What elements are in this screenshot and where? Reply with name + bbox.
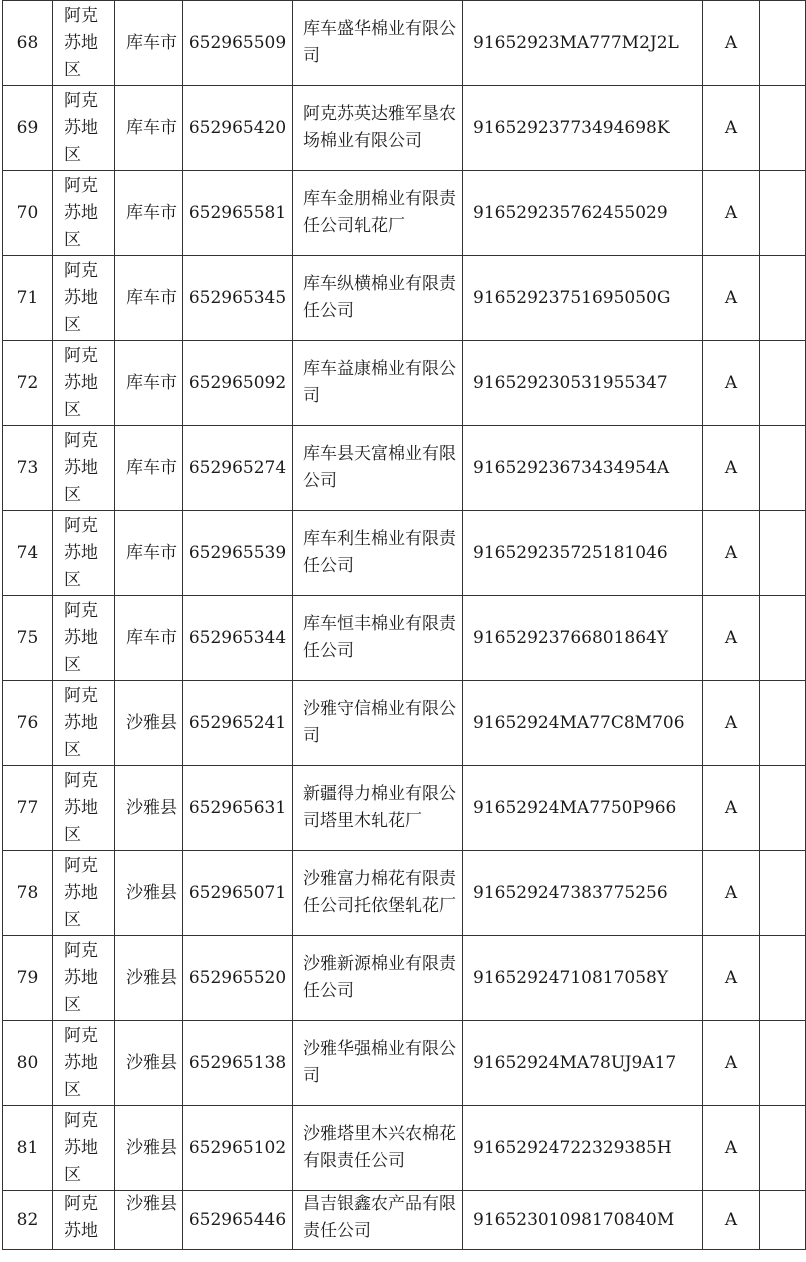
enterprise-code-cell: 652965420 [183, 86, 293, 171]
company-name-cell: 沙雅华强棉业有限公司 [293, 1021, 463, 1106]
grade-cell: A [703, 86, 760, 171]
company-name-cell: 库车恒丰棉业有限责任公司 [293, 596, 463, 681]
note-cell [760, 766, 806, 851]
region-cell: 阿克苏地区 [53, 86, 115, 171]
enterprise-code-cell: 652965446 [183, 1191, 293, 1250]
city-cell: 沙雅县 [115, 1191, 183, 1250]
city-cell: 沙雅县 [115, 1021, 183, 1106]
region-cell: 阿克苏地区 [53, 681, 115, 766]
table-row [3, 936, 806, 1021]
row-number: 82 [3, 1191, 53, 1250]
table-row [3, 426, 806, 511]
row-number: 78 [3, 851, 53, 936]
enterprise-code-cell: 652965509 [183, 1, 293, 86]
region-cell: 阿克苏地区 [53, 851, 115, 936]
region-cell: 阿克苏地区 [53, 426, 115, 511]
region-cell: 阿克苏地区 [53, 766, 115, 851]
table-row [3, 86, 806, 171]
enterprise-code-cell: 652965581 [183, 171, 293, 256]
company-name-cell: 库车纵横棉业有限责任公司 [293, 256, 463, 341]
note-cell [760, 511, 806, 596]
table-row [3, 851, 806, 936]
table-row [3, 341, 806, 426]
table-row [3, 171, 806, 256]
table-body [3, 1, 806, 1250]
row-number: 71 [3, 256, 53, 341]
table-row [3, 1106, 806, 1191]
table-row [3, 511, 806, 596]
table-row [3, 1021, 806, 1106]
region-cell: 阿克苏地 [53, 1191, 115, 1250]
enterprise-code-cell: 652965539 [183, 511, 293, 596]
company-name-cell: 沙雅守信棉业有限公司 [293, 681, 463, 766]
grade-cell: A [703, 1106, 760, 1191]
enterprise-code-cell: 652965631 [183, 766, 293, 851]
row-number: 73 [3, 426, 53, 511]
company-name-cell: 沙雅塔里木兴农棉花有限责任公司 [293, 1106, 463, 1191]
row-number: 75 [3, 596, 53, 681]
table-row [3, 681, 806, 766]
grade-cell: A [703, 851, 760, 936]
enterprise-code-cell: 652965138 [183, 1021, 293, 1106]
note-cell [760, 1021, 806, 1106]
note-cell [760, 171, 806, 256]
row-number: 72 [3, 341, 53, 426]
region-cell: 阿克苏地区 [53, 1, 115, 86]
company-name-cell: 库车县天富棉业有限公司 [293, 426, 463, 511]
enterprise-code-cell: 652965241 [183, 681, 293, 766]
enterprise-table [2, 0, 806, 1250]
note-cell [760, 256, 806, 341]
enterprise-code-cell: 652965520 [183, 936, 293, 1021]
city-cell: 库车市 [115, 596, 183, 681]
region-cell: 阿克苏地区 [53, 936, 115, 1021]
table-row [3, 1, 806, 86]
company-name-cell: 阿克苏英达雅军垦农场棉业有限公司 [293, 86, 463, 171]
table-row [3, 256, 806, 341]
note-cell [760, 1, 806, 86]
note-cell [760, 936, 806, 1021]
note-cell [760, 851, 806, 936]
company-name-cell: 沙雅新源棉业有限责任公司 [293, 936, 463, 1021]
note-cell [760, 426, 806, 511]
region-cell: 阿克苏地区 [53, 1106, 115, 1191]
row-number: 80 [3, 1021, 53, 1106]
city-cell: 沙雅县 [115, 851, 183, 936]
enterprise-code-cell: 652965274 [183, 426, 293, 511]
note-cell [760, 596, 806, 681]
grade-cell: A [703, 171, 760, 256]
row-number: 76 [3, 681, 53, 766]
note-cell [760, 1191, 806, 1250]
company-name-cell: 沙雅富力棉花有限责任公司托依堡轧花厂 [293, 851, 463, 936]
city-cell: 库车市 [115, 171, 183, 256]
grade-cell: A [703, 596, 760, 681]
city-cell: 沙雅县 [115, 936, 183, 1021]
enterprise-code-cell: 652965102 [183, 1106, 293, 1191]
grade-cell: A [703, 1021, 760, 1106]
credit-code-cell: 91652923MA777M2J2L [463, 1, 703, 86]
city-cell: 库车市 [115, 341, 183, 426]
credit-code-cell: 91652924710817058Y [463, 936, 703, 1021]
row-number: 74 [3, 511, 53, 596]
credit-code-cell: 916529230531955347 [463, 341, 703, 426]
enterprise-code-cell: 652965344 [183, 596, 293, 681]
note-cell [760, 341, 806, 426]
city-cell: 沙雅县 [115, 766, 183, 851]
city-cell: 库车市 [115, 426, 183, 511]
region-cell: 阿克苏地区 [53, 1021, 115, 1106]
note-cell [760, 681, 806, 766]
credit-code-cell: 91652923766801864Y [463, 596, 703, 681]
company-name-cell: 库车益康棉业有限公司 [293, 341, 463, 426]
grade-cell: A [703, 681, 760, 766]
company-name-cell: 库车利生棉业有限责任公司 [293, 511, 463, 596]
grade-cell: A [703, 936, 760, 1021]
region-cell: 阿克苏地区 [53, 256, 115, 341]
row-number: 81 [3, 1106, 53, 1191]
credit-code-cell: 91652924MA7750P966 [463, 766, 703, 851]
credit-code-cell: 91652924MA78UJ9A17 [463, 1021, 703, 1106]
city-cell: 库车市 [115, 1, 183, 86]
region-cell: 阿克苏地区 [53, 596, 115, 681]
enterprise-code-cell: 652965092 [183, 341, 293, 426]
credit-code-cell: 916529235725181046 [463, 511, 703, 596]
city-cell: 沙雅县 [115, 1106, 183, 1191]
row-number: 69 [3, 86, 53, 171]
row-number: 77 [3, 766, 53, 851]
grade-cell: A [703, 766, 760, 851]
table-row [3, 596, 806, 681]
company-name-cell: 昌吉银鑫农产品有限责任公司 [293, 1191, 463, 1250]
credit-code-cell: 91652301098170840M [463, 1191, 703, 1250]
region-cell: 阿克苏地区 [53, 171, 115, 256]
row-number: 68 [3, 1, 53, 86]
row-number: 70 [3, 171, 53, 256]
city-cell: 库车市 [115, 86, 183, 171]
region-cell: 阿克苏地区 [53, 341, 115, 426]
credit-code-cell: 91652923773494698K [463, 86, 703, 171]
row-number: 79 [3, 936, 53, 1021]
grade-cell: A [703, 256, 760, 341]
city-cell: 库车市 [115, 256, 183, 341]
company-name-cell: 新疆得力棉业有限公司塔里木轧花厂 [293, 766, 463, 851]
note-cell [760, 1106, 806, 1191]
grade-cell: A [703, 1191, 760, 1250]
table-row [3, 1191, 806, 1250]
credit-code-cell: 91652923751695050G [463, 256, 703, 341]
note-cell [760, 86, 806, 171]
grade-cell: A [703, 341, 760, 426]
grade-cell: A [703, 426, 760, 511]
credit-code-cell: 916529235762455029 [463, 171, 703, 256]
company-name-cell: 库车盛华棉业有限公司 [293, 1, 463, 86]
enterprise-code-cell: 652965345 [183, 256, 293, 341]
table-row [3, 766, 806, 851]
region-cell: 阿克苏地区 [53, 511, 115, 596]
grade-cell: A [703, 511, 760, 596]
credit-code-cell: 916529247383775256 [463, 851, 703, 936]
credit-code-cell: 91652923673434954A [463, 426, 703, 511]
grade-cell: A [703, 1, 760, 86]
company-name-cell: 库车金朋棉业有限责任公司轧花厂 [293, 171, 463, 256]
credit-code-cell: 91652924722329385H [463, 1106, 703, 1191]
city-cell: 沙雅县 [115, 681, 183, 766]
city-cell: 库车市 [115, 511, 183, 596]
credit-code-cell: 91652924MA77C8M706 [463, 681, 703, 766]
enterprise-code-cell: 652965071 [183, 851, 293, 936]
